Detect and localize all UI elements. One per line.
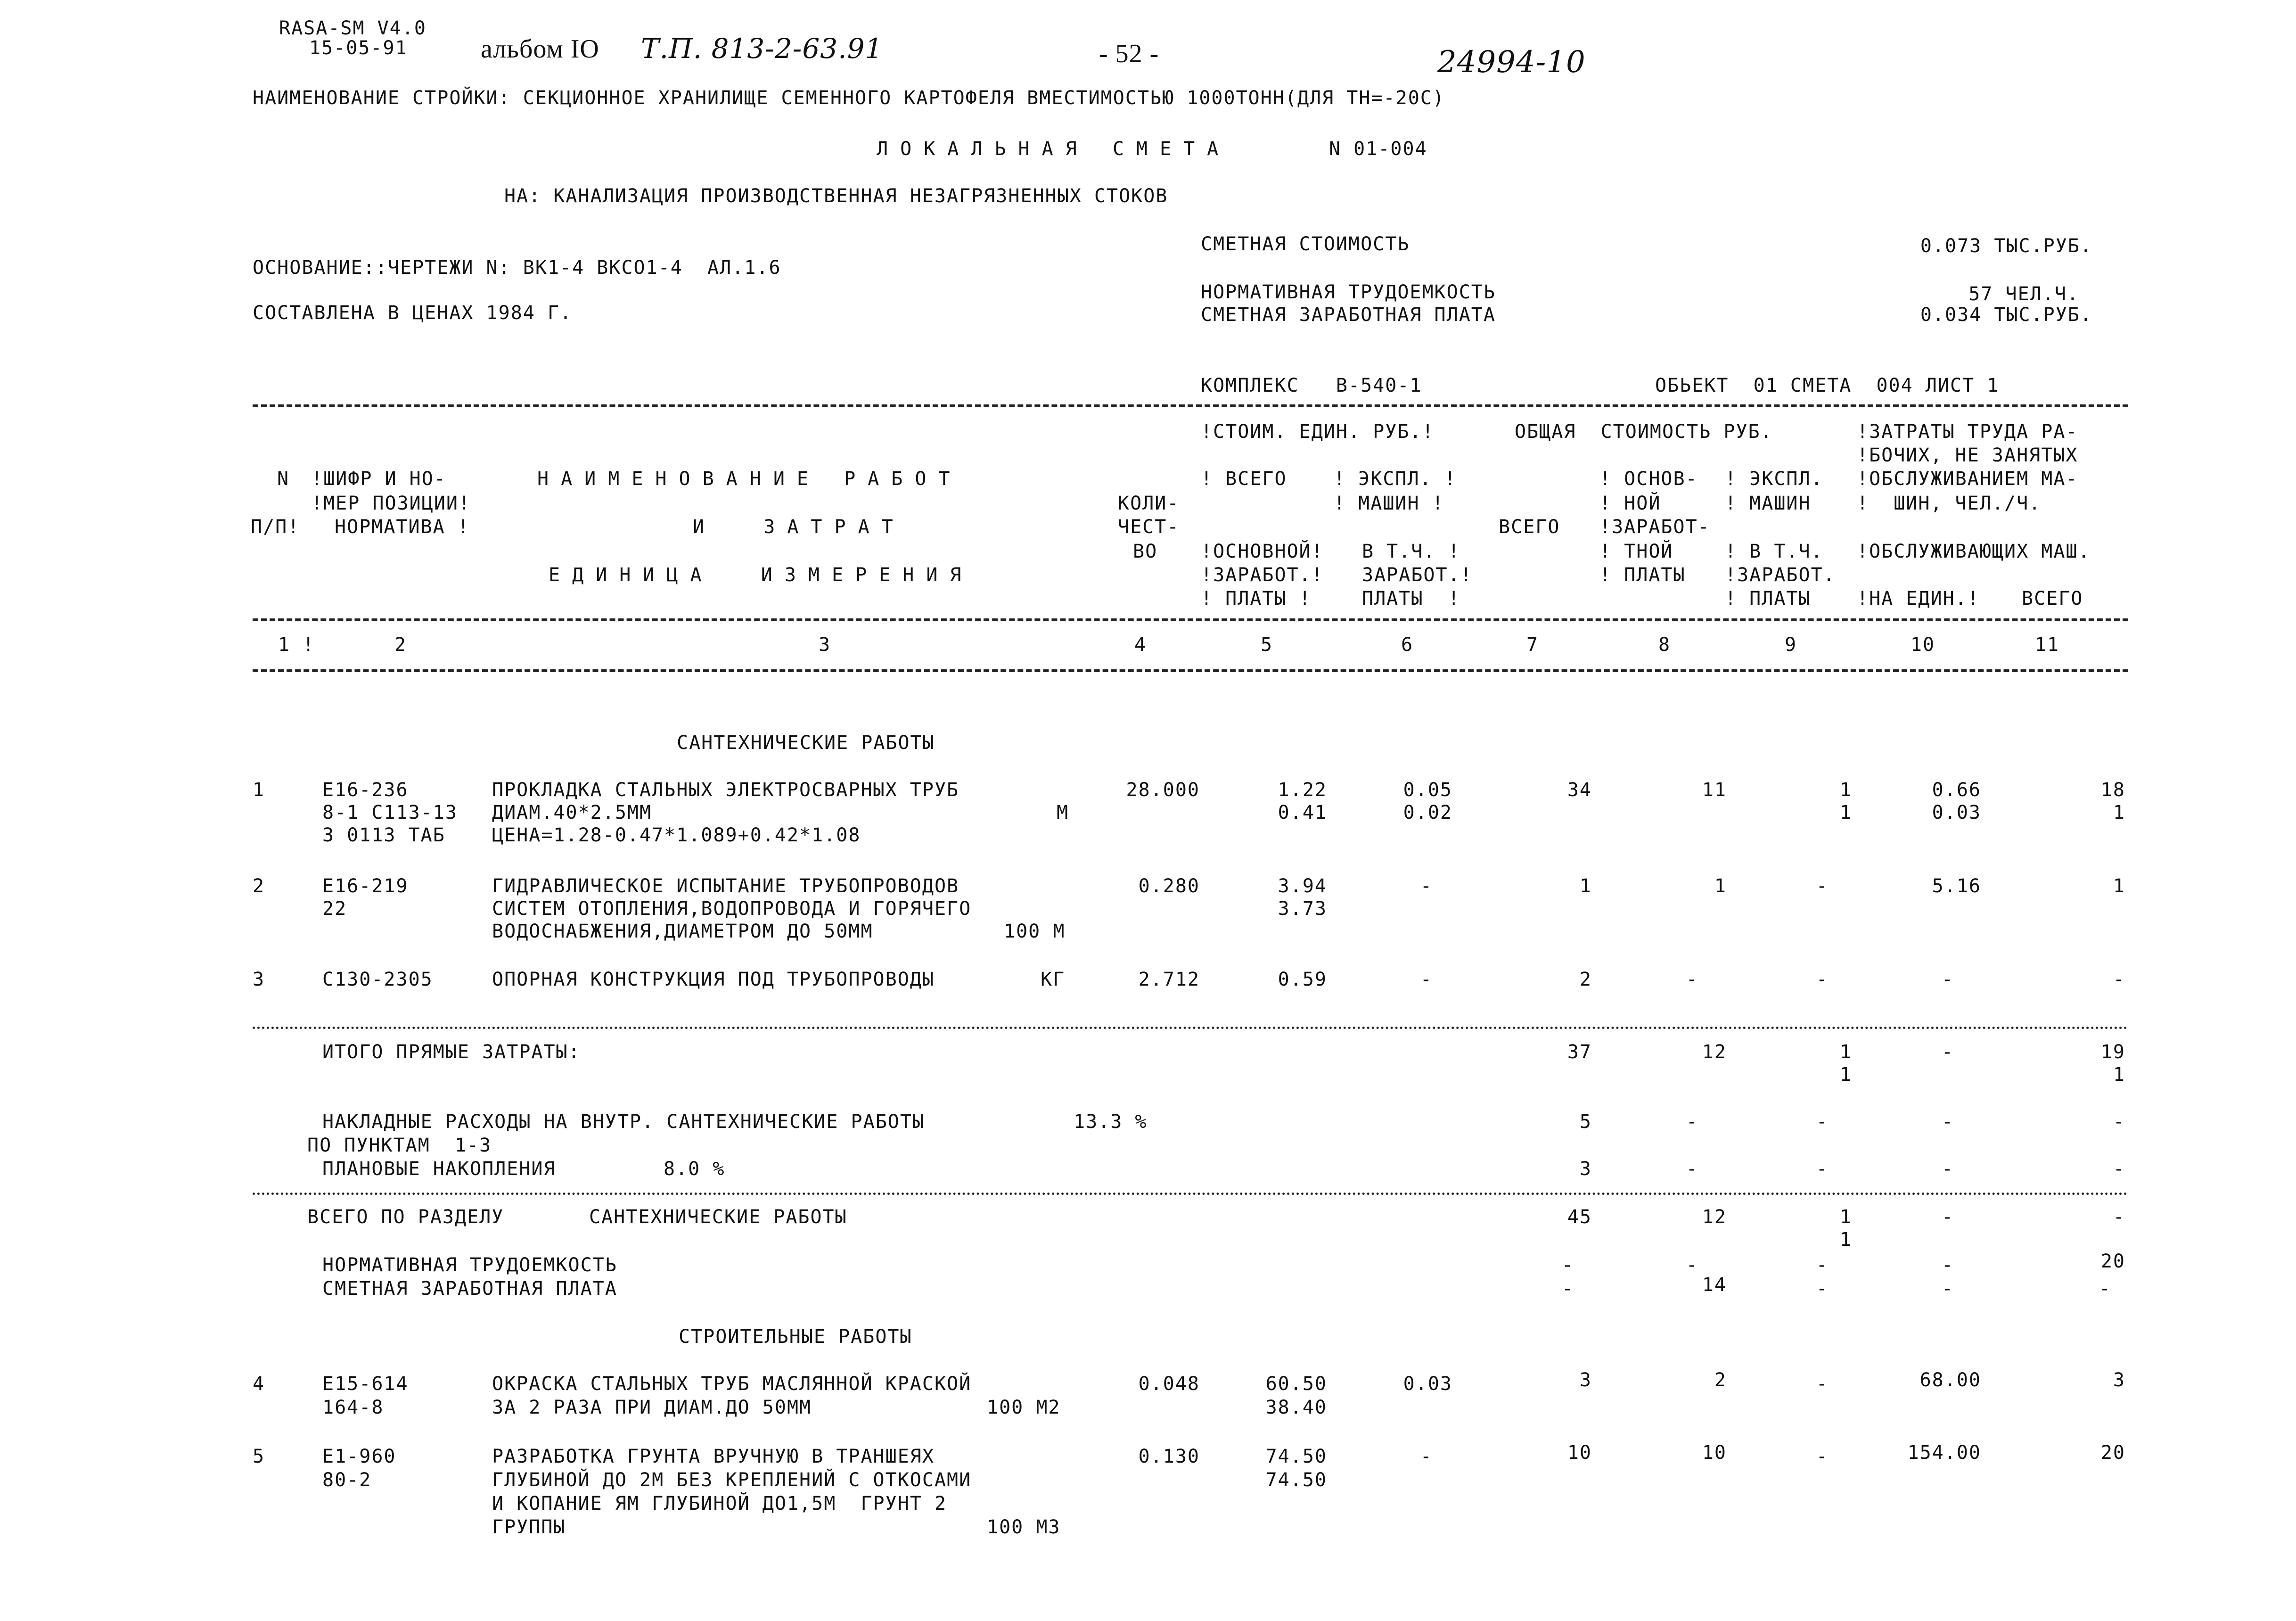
wage-label: СМЕТНАЯ ЗАРАБОТНАЯ ПЛАТА [1201, 304, 1496, 326]
row-c5: 74.50 [1265, 1469, 1327, 1491]
total-label: ПЛАНОВЫЕ НАКОПЛЕНИЯ [322, 1158, 556, 1180]
row-c11: 3 [2113, 1369, 2125, 1391]
row-c7: 3 [1579, 1369, 1592, 1391]
estimate-subject: НА: КАНАЛИЗАЦИЯ ПРОИЗВОДСТВЕННАЯ НЕЗАГРЯЗНЕННЫХ СТОКОВ [504, 185, 1168, 207]
row-c11: 1 [2113, 802, 2125, 823]
row-name: ПРОКЛАДКА СТАЛЬНЫХ ЭЛЕКТРОСВАРНЫХ ТРУБ [492, 779, 959, 801]
colnum-11: 11 [2034, 634, 2060, 656]
row-unit: 100 М2 [987, 1397, 1061, 1418]
total-label: ВСЕГО ПО РАЗДЕЛУ [307, 1206, 504, 1228]
row-c8: - [1686, 969, 1698, 990]
hdr-labor-total: ВСЕГО [2022, 588, 2083, 609]
row-c11: 18 [2100, 779, 2125, 801]
hdr-unit-mach: ! ЭКСПЛ. ! [1334, 468, 1457, 490]
construction-name: НАИМЕНОВАНИЕ СТРОЙКИ: СЕКЦИОННОЕ ХРАНИЛИЩЕ СЕМЕННОГО КАРТОФЕЛЯ ВМЕСТИМОСТЬЮ 1000ТОНН(ДЛЯ ТН=-20С) [253, 87, 1445, 109]
row-c7: 34 [1567, 779, 1592, 801]
row-name: И КОПАНИЕ ЯМ ГЛУБИНОЙ ДО1,5М ГРУНТ 2 [492, 1493, 947, 1514]
total-c11: - [2099, 1278, 2111, 1300]
row-qty: 0.130 [1138, 1446, 1200, 1467]
tp-number: Т.П. 813-2-63.91 [641, 33, 883, 65]
total-label: СМЕТНАЯ ЗАРАБОТНАЯ ПЛАТА [322, 1278, 617, 1300]
row-unit: 100 М3 [987, 1516, 1061, 1538]
rule-top [253, 404, 2128, 407]
hdr-twage-4: ! ТНОЙ [1599, 541, 1673, 562]
hdr-code-2: !МЕР ПОЗИЦИИ! [311, 493, 471, 514]
row-n: 2 [253, 875, 265, 897]
colnum-8: 8 [1658, 634, 1671, 656]
hdr-name-2: И ЗАТРАТ [693, 516, 905, 538]
total-pct: 8.0 % [664, 1158, 725, 1180]
total-label: ИТОГО ПРЯМЫЕ ЗАТРАТЫ: [322, 1041, 581, 1063]
row-c6: - [1420, 969, 1433, 990]
row-name: ЗА 2 РАЗА ПРИ ДИАМ.ДО 50ММ [492, 1397, 812, 1418]
colnum-3: 3 [818, 634, 831, 656]
row-c10: 5.16 [1932, 875, 1981, 897]
hdr-name-3: ЕДИНИЦА ИЗМЕРЕНИЯ [549, 564, 974, 586]
object-sheet: ОБЬЕКТ 01 СМЕТА 004 ЛИСТ 1 [1655, 375, 2000, 396]
colnum-7: 7 [1526, 634, 1539, 656]
hdr-total-cost: ОБЩАЯ СТОИМОСТЬ РУБ. [1515, 421, 1773, 443]
row-c11: - [2113, 969, 2125, 990]
row-name: ВОДОСНАБЖЕНИЯ,ДИАМЕТРОМ ДО 50ММ [492, 921, 873, 942]
hdr-unit-wage-1: !ОСНОВНОЙ! [1201, 541, 1324, 562]
row-code: 8-1 С113-13 [322, 802, 458, 823]
total-c7: 45 [1567, 1206, 1592, 1228]
row-c10: 68.00 [1919, 1369, 1981, 1391]
row-name: ГЛУБИНОЙ ДО 2М БЕЗ КРЕПЛЕНИЙ С ОТКОСАМИ [492, 1469, 972, 1491]
row-name: ДИАМ.40*2.5ММ [492, 802, 652, 823]
total-c9: 1 [1839, 1041, 1852, 1063]
row-n: 3 [253, 969, 265, 990]
colnum-10: 10 [1910, 634, 1935, 656]
hdr-tmach-3: ! В Т.Ч. [1725, 541, 1823, 562]
cost-label: СМЕТНАЯ СТОИМОСТЬ [1201, 233, 1410, 255]
hdr-twage-3: !ЗАРАБОТ- [1599, 516, 1710, 538]
row-c7: 1 [1579, 875, 1592, 897]
hdr-labor-unit: !НА ЕДИН.! [1857, 588, 1980, 609]
hdr-qty-1: КОЛИ- [1118, 493, 1180, 514]
colnum-9: 9 [1784, 634, 1797, 656]
row-c5: 3.94 [1278, 875, 1327, 897]
total-c8: 12 [1702, 1041, 1727, 1063]
row-name: ГРУППЫ [492, 1516, 566, 1538]
colnum-5: 5 [1260, 634, 1273, 656]
row-qty: 0.280 [1138, 875, 1200, 897]
total-section-name: САНТЕХНИЧЕСКИЕ РАБОТЫ [589, 1206, 847, 1228]
row-code: 3 0113 ТАБ [322, 824, 445, 846]
doc-number: 24994-10 [1437, 45, 1586, 80]
section-title: САНТЕХНИЧЕСКИЕ РАБОТЫ [677, 732, 935, 754]
row-c10: 0.03 [1932, 802, 1981, 823]
estimate-number: N 01-004 [1329, 138, 1427, 160]
total-c10: - [1941, 1111, 1954, 1133]
row-c10: 154.00 [1907, 1442, 1981, 1464]
colnum-6: 6 [1401, 634, 1414, 656]
hdr-twage-5: ! ПЛАТЫ [1599, 564, 1686, 586]
total-c10: - [1941, 1278, 1954, 1300]
hdr-pp: П/П! [251, 516, 300, 538]
total-c9: - [1816, 1111, 1829, 1133]
total-c8: - [1686, 1254, 1698, 1276]
total-c7: 37 [1567, 1041, 1592, 1063]
total-c11: - [2113, 1111, 2125, 1133]
row-name: ОКРАСКА СТАЛЬНЫХ ТРУБ МАСЛЯННОЙ КРАСКОЙ [492, 1373, 972, 1395]
rule-dotted [253, 1027, 2128, 1029]
total-c9: 1 [1839, 1064, 1852, 1086]
hdr-name-1: НАИМЕНОВАНИЕ РАБОТ [537, 468, 962, 490]
row-code: 80-2 [322, 1469, 372, 1491]
hdr-unit-wage-3: ! ПЛАТЫ ! [1201, 588, 1312, 609]
hdr-labor-3: !ОБСЛУЖИВАНИЕМ МА- [1857, 468, 2078, 490]
row-c10: 0.66 [1932, 779, 1981, 801]
total-c10: - [1941, 1254, 1954, 1276]
total-c8: - [1686, 1111, 1698, 1133]
basis: ОСНОВАНИЕ::ЧЕРТЕЖИ N: ВК1-4 ВКСО1-4 АЛ.1.6 [253, 257, 781, 279]
row-code: С130-2305 [322, 969, 433, 990]
row-c5: 0.41 [1278, 802, 1327, 823]
row-c8: 2 [1714, 1369, 1727, 1391]
hdr-tmach-2: ! МАШИН [1725, 493, 1811, 514]
total-c11: 19 [2100, 1041, 2125, 1063]
row-c5: 38.40 [1265, 1397, 1327, 1418]
row-name: СИСТЕМ ОТОПЛЕНИЯ,ВОДОПРОВОДА И ГОРЯЧЕГО [492, 898, 972, 920]
rule-header-bottom [253, 618, 2128, 621]
colnum-4: 4 [1134, 634, 1147, 656]
hdr-labor-2: !БОЧИХ, НЕ ЗАНЯТЫХ [1857, 444, 2078, 466]
total-label: НАКЛАДНЫЕ РАСХОДЫ НА ВНУТР. САНТЕХНИЧЕСКИЕ РАБОТЫ [322, 1111, 925, 1133]
hdr-total-all: ВСЕГО [1499, 516, 1560, 538]
hdr-labor-1: !ЗАТРАТЫ ТРУДА РА- [1857, 421, 2078, 443]
row-c9: - [1816, 875, 1829, 897]
hdr-code-3: НОРМАТИВА ! [335, 516, 470, 538]
hdr-qty-2: ЧЕСТ- [1118, 516, 1180, 538]
total-pct: 13.3 % [1074, 1111, 1148, 1133]
row-c6: - [1420, 875, 1433, 897]
total-c9: - [1816, 1158, 1829, 1180]
row-unit: 100 М [1004, 921, 1066, 942]
row-n: 1 [253, 779, 265, 801]
labor-label: НОРМАТИВНАЯ ТРУДОЕМКОСТЬ [1201, 281, 1496, 303]
total-c10: - [1941, 1206, 1954, 1228]
row-n: 4 [253, 1373, 265, 1395]
album-label: альбом IO [481, 34, 599, 64]
total-c8: 12 [1702, 1206, 1727, 1228]
total-c7: - [1561, 1278, 1574, 1300]
row-name: ГИДРАВЛИЧЕСКОЕ ИСПЫТАНИЕ ТРУБОПРОВОДОВ [492, 875, 959, 897]
colnum-1: 1 ! [278, 634, 315, 656]
row-c8: 10 [1702, 1442, 1727, 1464]
row-c5: 3.73 [1278, 898, 1327, 920]
total-c9: 1 [1839, 1206, 1852, 1228]
page-number: - 52 - [1099, 39, 1159, 68]
system-id: RASA-SM V4.0 [279, 17, 426, 39]
total-c10: - [1941, 1158, 1954, 1180]
row-c8: 11 [1702, 779, 1727, 801]
hdr-twage-1: ! ОСНОВ- [1599, 468, 1698, 490]
row-c9: - [1816, 1446, 1829, 1467]
estimate-title: ЛОКАЛЬНАЯ СМЕТА [877, 138, 1231, 160]
total-c7: 3 [1579, 1158, 1592, 1180]
hdr-code-1: !ШИФР И НО- [311, 468, 446, 490]
row-qty: 0.048 [1138, 1373, 1200, 1395]
hdr-labor-mach: !ОБСЛУЖИВАЮЩИХ МАШ. [1857, 541, 2091, 562]
row-c5: 1.22 [1278, 779, 1327, 801]
row-c7: 10 [1567, 1442, 1592, 1464]
prices-year: СОСТАВЛЕНА В ЦЕНАХ 1984 Г. [253, 302, 573, 324]
row-code: Е15-614 [322, 1373, 409, 1395]
total-c9: 1 [1839, 1229, 1852, 1251]
row-name: РАЗРАБОТКА ГРУНТА ВРУЧНУЮ В ТРАНШЕЯХ [492, 1446, 935, 1467]
labor-value: 57 ЧЕЛ.Ч. [1968, 283, 2079, 305]
total-c7: - [1561, 1254, 1574, 1276]
total-c10: - [1941, 1041, 1954, 1063]
rule-dotted [253, 1193, 2128, 1195]
row-c6: 0.03 [1403, 1373, 1452, 1395]
total-c11: - [2113, 1158, 2125, 1180]
row-unit: КГ [1041, 969, 1066, 990]
hdr-unit-total: ! ВСЕГО [1201, 468, 1287, 490]
print-date: 15-05-91 [309, 37, 408, 59]
row-unit: М [1057, 802, 1069, 823]
row-code: Е1-960 [322, 1446, 396, 1467]
complex-code: КОМПЛЕКС В-540-1 [1201, 375, 1422, 396]
row-c9: 1 [1839, 802, 1852, 823]
hdr-twage-2: ! НОЙ [1599, 493, 1661, 514]
total-c11: 1 [2113, 1064, 2125, 1086]
total-c8: 14 [1702, 1274, 1727, 1296]
total-sub: ПО ПУНКТАМ 1-3 [307, 1135, 492, 1156]
total-c8: - [1686, 1158, 1698, 1180]
hdr-tmach-4: !ЗАРАБОТ. [1725, 564, 1836, 586]
row-c9: 1 [1839, 779, 1852, 801]
row-qty: 28.000 [1126, 779, 1200, 801]
total-label: НОРМАТИВНАЯ ТРУДОЕМКОСТЬ [322, 1254, 617, 1276]
row-c10: - [1941, 969, 1954, 990]
row-c9: - [1816, 969, 1829, 990]
hdr-unit-mw-3: ПЛАТЫ ! [1362, 588, 1460, 609]
row-c5: 60.50 [1265, 1373, 1327, 1395]
row-c8: 1 [1714, 875, 1727, 897]
row-qty: 2.712 [1138, 969, 1200, 990]
total-c7: 5 [1579, 1111, 1592, 1133]
row-c5: 74.50 [1265, 1446, 1327, 1467]
hdr-n: N [277, 468, 290, 490]
wage-value: 0.034 ТЫС.РУБ. [1920, 304, 2092, 326]
row-code: 164-8 [322, 1397, 384, 1418]
hdr-unit-wage-2: !ЗАРАБОТ.! [1201, 564, 1324, 586]
row-c9: - [1816, 1373, 1829, 1395]
colnum-2: 2 [394, 634, 407, 656]
row-code: 22 [322, 898, 347, 920]
rule-colnum-bottom [253, 669, 2128, 672]
row-c6: 0.05 [1403, 779, 1452, 801]
hdr-unit-mw-1: В Т.Ч. ! [1362, 541, 1460, 562]
row-c6: 0.02 [1403, 802, 1452, 823]
row-c11: 1 [2113, 875, 2125, 897]
row-c11: 20 [2100, 1442, 2125, 1464]
hdr-unit-mach-2: ! МАШИН ! [1334, 493, 1444, 514]
hdr-tmach-1: ! ЭКСПЛ. [1725, 468, 1823, 490]
hdr-tmach-5: ! ПЛАТЫ [1725, 588, 1811, 609]
row-code: Е16-219 [322, 875, 409, 897]
row-name: ОПОРНАЯ КОНСТРУКЦИЯ ПОД ТРУБОПРОВОДЫ [492, 969, 935, 990]
hdr-qty-3: ВО [1133, 541, 1158, 562]
row-code: Е16-236 [322, 779, 409, 801]
section-title: СТРОИТЕЛЬНЫЕ РАБОТЫ [679, 1326, 912, 1348]
cost-value: 0.073 ТЫС.РУБ. [1920, 235, 2092, 257]
hdr-labor-4: ! ШИН, ЧЕЛ./Ч. [1857, 493, 2042, 514]
row-c5: 0.59 [1278, 969, 1327, 990]
row-c7: 2 [1579, 969, 1592, 990]
row-name: ЦЕНА=1.28-0.47*1.089+0.42*1.08 [492, 824, 861, 846]
total-c9: - [1816, 1254, 1829, 1276]
hdr-unit-cost: !СТОИМ. ЕДИН. РУБ.! [1201, 421, 1435, 443]
total-c9: - [1816, 1278, 1829, 1300]
total-c11: - [2113, 1206, 2125, 1228]
hdr-unit-mw-2: ЗАРАБОТ.! [1362, 564, 1473, 586]
row-c6: - [1420, 1446, 1433, 1467]
row-n: 5 [253, 1446, 265, 1467]
total-c11: 20 [2100, 1251, 2125, 1272]
